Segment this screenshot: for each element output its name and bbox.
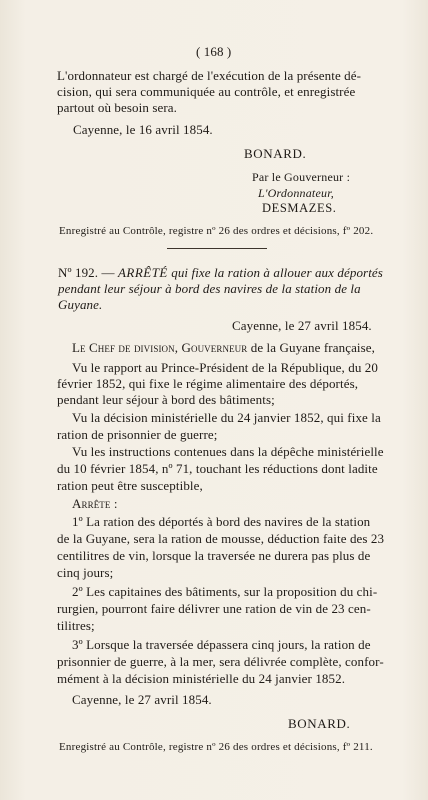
article-line: 2º Les capitaines des bâtiments, sur la proposition du chi-	[72, 584, 378, 599]
page-number: ( 168 )	[196, 44, 232, 59]
act-title: qui fixe la ration à allouer aux déportés	[171, 265, 383, 280]
article-line: centilitres de vin, lorsque la traversée ne durera pas plus de	[57, 548, 371, 563]
article-line: rurgien, pourront faire délivrer une ration de vin de 23 cen-	[57, 601, 371, 616]
act-title-lead: ARRÊTÉ	[117, 265, 168, 280]
body-line: cision, qui sera communiquée au contrôle, et enregistrée	[57, 84, 356, 99]
closing-place-date: Cayenne, le 27 avril 1854.	[72, 692, 212, 707]
preamble-heading	[72, 340, 375, 355]
registration-note: Enregistré au Contrôle, registre nº 26 des ordres et décisions, fº 202.	[59, 225, 374, 237]
considerant-line: ration peut être susceptible,	[57, 478, 203, 493]
considerant-line: Vu les instructions contenues dans la dépêche ministérielle	[72, 444, 384, 459]
considerant-line: du 10 février 1854, nº 71, touchant les réductions dont ladite	[57, 461, 378, 476]
preamble-separator: ,	[174, 340, 179, 355]
article-line: mément à la décision ministérielle du 24 janvier 1852.	[57, 671, 346, 686]
considerant-line: Vu la décision ministérielle du 24 janvier 1852, qui fixe la	[72, 410, 381, 425]
registration-note: Enregistré au Contrôle, registre nº 26 des ordres et décisions, fº 211.	[59, 741, 373, 753]
article-line: prisonnier de guerre, à la mer, sera délivrée complète, confor-	[57, 654, 384, 669]
act-title-line	[58, 265, 383, 280]
preamble-title: Le Chef de division	[72, 340, 175, 355]
act-date: Cayenne, le 27 avril 1854.	[232, 318, 372, 333]
act-title-line: Guyane.	[58, 297, 103, 312]
body-line: partout où besoin sera.	[57, 100, 177, 115]
act-number: Nº 192. —	[58, 265, 115, 280]
preamble-text: de la Guyane française,	[250, 340, 376, 355]
preamble-title: Gouverneur	[181, 340, 248, 355]
place-date: Cayenne, le 16 avril 1854.	[73, 122, 213, 137]
article-line: 1º La ration des déportés à bord des navires de la station	[72, 514, 371, 529]
considerant-line: février 1852, qui fixe le régime alimentaire des déportés,	[57, 376, 359, 391]
act-title-line: pendant leur séjour à bord des navires de la station de la	[58, 281, 361, 296]
considerant-line: Vu le rapport au Prince-Président de la République, du 20	[72, 360, 379, 375]
section-divider	[167, 248, 267, 249]
body-line: L'ordonnateur est chargé de l'exécution de la présente dé-	[57, 68, 362, 83]
article-line: de la Guyane, sera la ration de mousse, déduction faite des 23	[57, 531, 385, 546]
closing-signature: BONARD.	[288, 716, 351, 731]
by-governor: Par le Gouverneur :	[252, 170, 351, 184]
arrete-label: Arrête :	[72, 496, 118, 511]
ordonnateur-name: DESMAZES.	[262, 201, 337, 215]
article-line: 3º Lorsque la traversée dépassera cinq jours, la ration de	[72, 637, 371, 652]
article-line: tilitres;	[57, 618, 95, 633]
article-line: cinq jours;	[57, 565, 114, 580]
considerant-line: pendant leur séjour à bord des bâtiments;	[57, 392, 275, 407]
considerant-line: ration de prisonnier de guerre;	[57, 427, 218, 442]
ordonnateur-title: L'Ordonnateur,	[258, 186, 334, 200]
signature: BONARD.	[244, 146, 307, 161]
